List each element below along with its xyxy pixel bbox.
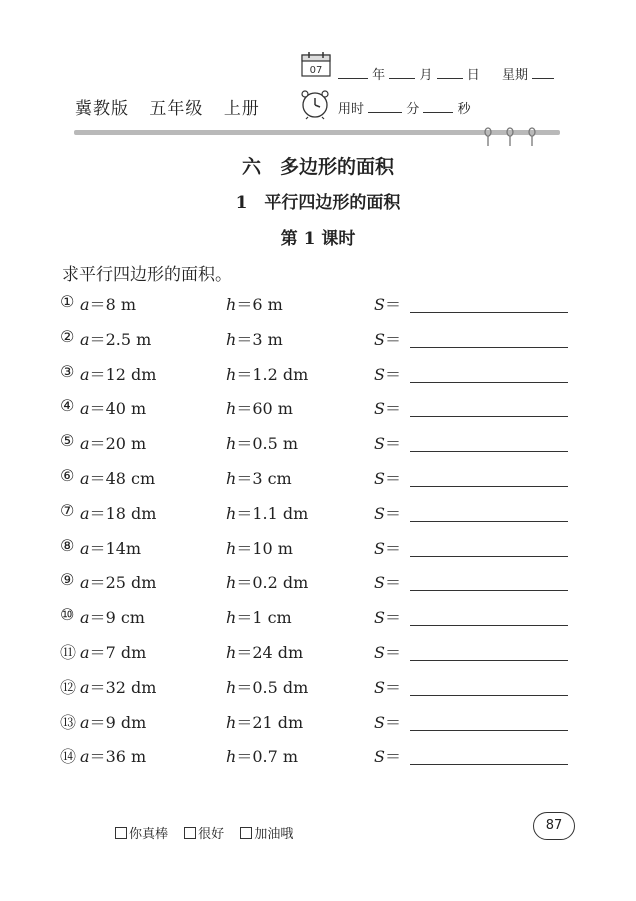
height-value: h＝1.1 dm — [226, 503, 309, 523]
publisher-line — [75, 94, 274, 119]
answer-blank[interactable] — [410, 695, 568, 696]
area-label: S＝ — [374, 677, 401, 697]
area-label: S＝ — [374, 538, 401, 558]
answer-blank[interactable] — [410, 625, 568, 626]
checkbox-icon[interactable] — [184, 827, 196, 839]
problem-row — [60, 431, 580, 461]
instruction: 求平行四边形的面积。 — [62, 265, 232, 285]
problem-row — [60, 640, 580, 670]
problem-number: ⑪ — [60, 643, 77, 662]
answer-blank[interactable] — [410, 312, 568, 313]
area-label: S＝ — [374, 364, 401, 384]
problem-row — [60, 536, 580, 566]
problem-row — [60, 605, 580, 635]
height-value: h＝0.2 dm — [226, 573, 309, 593]
binder-rings-icon — [480, 124, 542, 150]
problem-row — [60, 396, 580, 426]
answer-blank[interactable] — [410, 347, 568, 348]
answer-blank[interactable] — [410, 416, 568, 417]
base-value: a＝7 dm — [80, 643, 147, 662]
weekday-blank[interactable] — [532, 66, 554, 79]
problem-row — [60, 744, 580, 774]
publisher-name: 冀教版 — [75, 99, 129, 119]
area-label: S＝ — [374, 399, 401, 419]
height-value: h＝1 cm — [226, 608, 292, 628]
rating-option-keep-going[interactable]: 加油哦 — [240, 827, 293, 842]
problem-row — [60, 362, 580, 392]
base-value: a＝12 dm — [80, 364, 157, 384]
problem-number: ① — [60, 292, 75, 311]
base-value: a＝40 m — [80, 399, 147, 419]
base-value: a＝48 cm — [80, 469, 156, 488]
calendar-text: 07 — [309, 65, 323, 76]
page-number: 87 — [533, 812, 575, 840]
answer-blank[interactable] — [410, 486, 568, 487]
area-label: S＝ — [374, 503, 401, 523]
problem-number: ⑧ — [60, 535, 75, 555]
height-value: h＝10 m — [226, 538, 293, 558]
problem-row — [60, 675, 580, 705]
problem-row — [60, 570, 580, 600]
problem-number: ③ — [60, 361, 75, 381]
section-title: 1 平行四边形的面积 — [235, 193, 401, 213]
lesson-title: 第 1 课时 — [280, 229, 356, 249]
problem-number: ② — [60, 326, 75, 346]
time-used-line: 用时 分 秒 — [338, 102, 471, 117]
year-blank[interactable] — [338, 66, 368, 79]
calendar-icon — [300, 50, 332, 78]
answer-blank[interactable] — [410, 521, 568, 522]
second-blank[interactable] — [423, 100, 453, 113]
area-label: S＝ — [374, 573, 401, 593]
area-label: S＝ — [374, 295, 401, 314]
area-label: S＝ — [374, 712, 401, 732]
problem-number: ④ — [60, 396, 75, 416]
problem-number: ⑬ — [60, 712, 77, 732]
chapter-title: 六 多边形的面积 — [241, 156, 394, 178]
height-value: h＝0.5 m — [226, 434, 299, 454]
answer-blank[interactable] — [410, 451, 568, 452]
area-label: S＝ — [374, 747, 401, 767]
rating-option-great[interactable]: 你真棒 — [115, 827, 168, 842]
grade: 五年级 — [149, 99, 204, 119]
height-value: h＝1.2 dm — [226, 364, 309, 384]
height-value: h＝3 m — [226, 329, 283, 349]
base-value: a＝9 dm — [80, 712, 147, 732]
minute-blank[interactable] — [368, 100, 402, 113]
problem-number: ⑨ — [60, 570, 75, 590]
area-label: S＝ — [374, 434, 401, 454]
answer-blank[interactable] — [410, 556, 568, 557]
problem-number: ⑭ — [60, 747, 77, 767]
answer-blank[interactable] — [410, 590, 568, 591]
height-value: h＝60 m — [226, 399, 293, 419]
problem-number: ⑤ — [60, 431, 75, 451]
problem-row — [60, 292, 580, 322]
problem-number: ⑥ — [60, 466, 75, 485]
answer-blank[interactable] — [410, 382, 568, 383]
problem-number: ⑫ — [60, 677, 77, 697]
checkbox-icon[interactable] — [115, 827, 127, 839]
answer-blank[interactable] — [410, 660, 568, 661]
problem-number: ⑦ — [60, 500, 75, 520]
height-value: h＝21 dm — [226, 712, 304, 732]
base-value: a＝14m — [80, 538, 142, 558]
problem-number: ⑩ — [60, 605, 75, 625]
self-rating — [115, 823, 305, 842]
base-value: a＝32 dm — [80, 677, 157, 697]
answer-blank[interactable] — [410, 764, 568, 765]
date-line: 年 月 日 星期 — [338, 64, 554, 83]
day-blank[interactable] — [437, 66, 463, 79]
area-label: S＝ — [374, 469, 401, 488]
base-value: a＝2.5 m — [80, 329, 152, 349]
volume: 上册 — [223, 99, 260, 119]
answer-blank[interactable] — [410, 730, 568, 731]
month-blank[interactable] — [389, 66, 415, 79]
area-label: S＝ — [374, 608, 401, 628]
problem-row — [60, 466, 580, 496]
rating-option-good[interactable]: 很好 — [184, 827, 224, 842]
area-label: S＝ — [374, 643, 401, 662]
base-value: a＝18 dm — [80, 503, 157, 523]
problem-row — [60, 710, 580, 740]
base-value: a＝9 cm — [80, 608, 145, 628]
height-value: h＝24 dm — [226, 643, 304, 662]
area-label: S＝ — [374, 329, 401, 349]
base-value: a＝36 m — [80, 747, 147, 767]
height-value: h＝6 m — [226, 295, 283, 314]
checkbox-icon[interactable] — [240, 827, 252, 839]
base-value: a＝8 m — [80, 295, 136, 314]
clock-icon — [298, 88, 332, 120]
height-value: h＝0.7 m — [226, 747, 299, 767]
problem-row — [60, 501, 580, 531]
height-value: h＝3 cm — [226, 469, 292, 488]
problem-row — [60, 327, 580, 357]
base-value: a＝20 m — [80, 434, 147, 454]
height-value: h＝0.5 dm — [226, 677, 309, 697]
base-value: a＝25 dm — [80, 573, 157, 593]
